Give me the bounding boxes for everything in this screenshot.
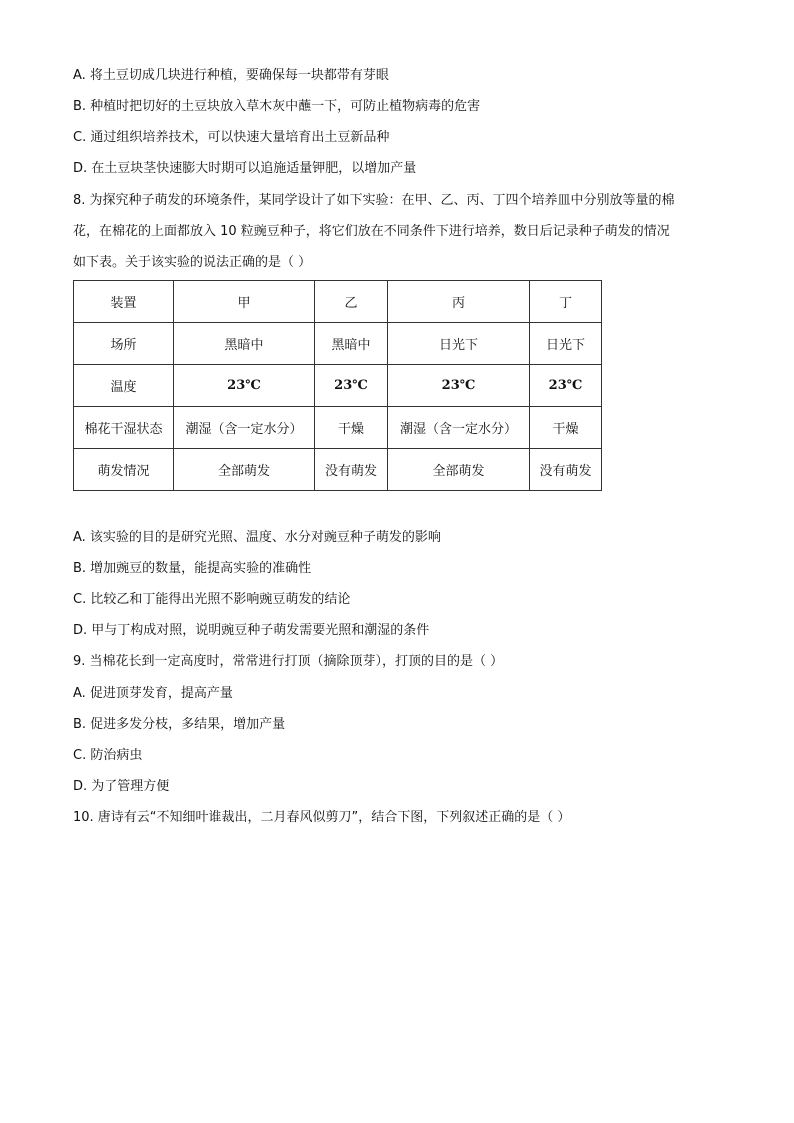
q7-option-d: D. 在土豆块茎快速膨大时期可以追施适量钾肥，以增加产量 bbox=[73, 161, 417, 176]
q9-option-c: C. 防治病虫 bbox=[73, 748, 143, 763]
q9-stem: 9. 当棉花长到一定高度时，常常进行打顶（摘除顶芽），打顶的目的是（ ） bbox=[73, 654, 504, 669]
table-cell: 23℃ bbox=[530, 365, 602, 407]
table-cell: 黑暗中 bbox=[315, 323, 388, 365]
q9-option-a: A. 促进顶芽发育，提高产量 bbox=[73, 686, 233, 701]
table-cell: 丁 bbox=[530, 281, 602, 323]
q7-option-a: A. 将土豆切成几块进行种植，要确保每一块都带有芽眼 bbox=[73, 68, 389, 83]
table-cell: 潮湿（含一定水分） bbox=[174, 407, 315, 449]
table-cell: 干燥 bbox=[315, 407, 388, 449]
table-cell: 日光下 bbox=[530, 323, 602, 365]
table-cell: 装置 bbox=[74, 281, 174, 323]
table-cell: 没有萌发 bbox=[315, 449, 388, 491]
table-cell: 日光下 bbox=[388, 323, 530, 365]
table-cell: 丙 bbox=[388, 281, 530, 323]
experiment-table bbox=[73, 280, 602, 491]
table-cell: 干燥 bbox=[530, 407, 602, 449]
table-cell: 23℃ bbox=[315, 365, 388, 407]
q7-option-c: C. 通过组织培养技术，可以快速大量培育出土豆新品种 bbox=[73, 130, 390, 145]
table-cell: 23℃ bbox=[174, 365, 315, 407]
q10-stem: 10. 唐诗有云“不知细叶谁裁出，二月春风似剪刀”，结合下图，下列叙述正确的是（ ） bbox=[73, 810, 571, 825]
table-cell: 萌发情况 bbox=[74, 449, 174, 491]
table-cell: 温度 bbox=[74, 365, 174, 407]
q8-stem-line-3: 如下表。关于该实验的说法正确的是（ ） bbox=[73, 255, 312, 270]
q8-stem-line-2: 花，在棉花的上面都放入 10 粒豌豆种子，将它们放在不同条件下进行培养，数日后记录种子萌发的情况 bbox=[73, 224, 670, 239]
q7-option-b: B. 种植时把切好的土豆块放入草木灰中蘸一下，可防止植物病毒的危害 bbox=[73, 99, 481, 114]
q8-option-d: D. 甲与丁构成对照，说明豌豆种子萌发需要光照和潮湿的条件 bbox=[73, 623, 430, 638]
q8-option-c: C. 比较乙和丁能得出光照不影响豌豆萌发的结论 bbox=[73, 592, 351, 607]
table-cell: 23℃ bbox=[388, 365, 530, 407]
table-cell: 全部萌发 bbox=[388, 449, 530, 491]
table-cell: 黑暗中 bbox=[174, 323, 315, 365]
q8-option-a: A. 该实验的目的是研究光照、温度、水分对豌豆种子萌发的影响 bbox=[73, 530, 441, 545]
table-cell: 棉花干湿状态 bbox=[74, 407, 174, 449]
table-cell: 没有萌发 bbox=[530, 449, 602, 491]
table-cell: 乙 bbox=[315, 281, 388, 323]
table-cell: 全部萌发 bbox=[174, 449, 315, 491]
table-header-row bbox=[74, 281, 602, 323]
table-row bbox=[74, 365, 602, 407]
table-row bbox=[74, 449, 602, 491]
table-cell: 潮湿（含一定水分） bbox=[388, 407, 530, 449]
q9-option-b: B. 促进多发分枝，多结果，增加产量 bbox=[73, 717, 286, 732]
table-cell: 甲 bbox=[174, 281, 315, 323]
table-cell: 场所 bbox=[74, 323, 174, 365]
q8-stem-line-1: 8. 为探究种子萌发的环境条件，某同学设计了如下实验：在甲、乙、丙、丁四个培养皿中分别放等量的棉 bbox=[73, 193, 675, 208]
table-row bbox=[74, 323, 602, 365]
q8-option-b: B. 增加豌豆的数量，能提高实验的准确性 bbox=[73, 561, 312, 576]
q9-option-d: D. 为了管理方便 bbox=[73, 779, 170, 794]
table-row bbox=[74, 407, 602, 449]
